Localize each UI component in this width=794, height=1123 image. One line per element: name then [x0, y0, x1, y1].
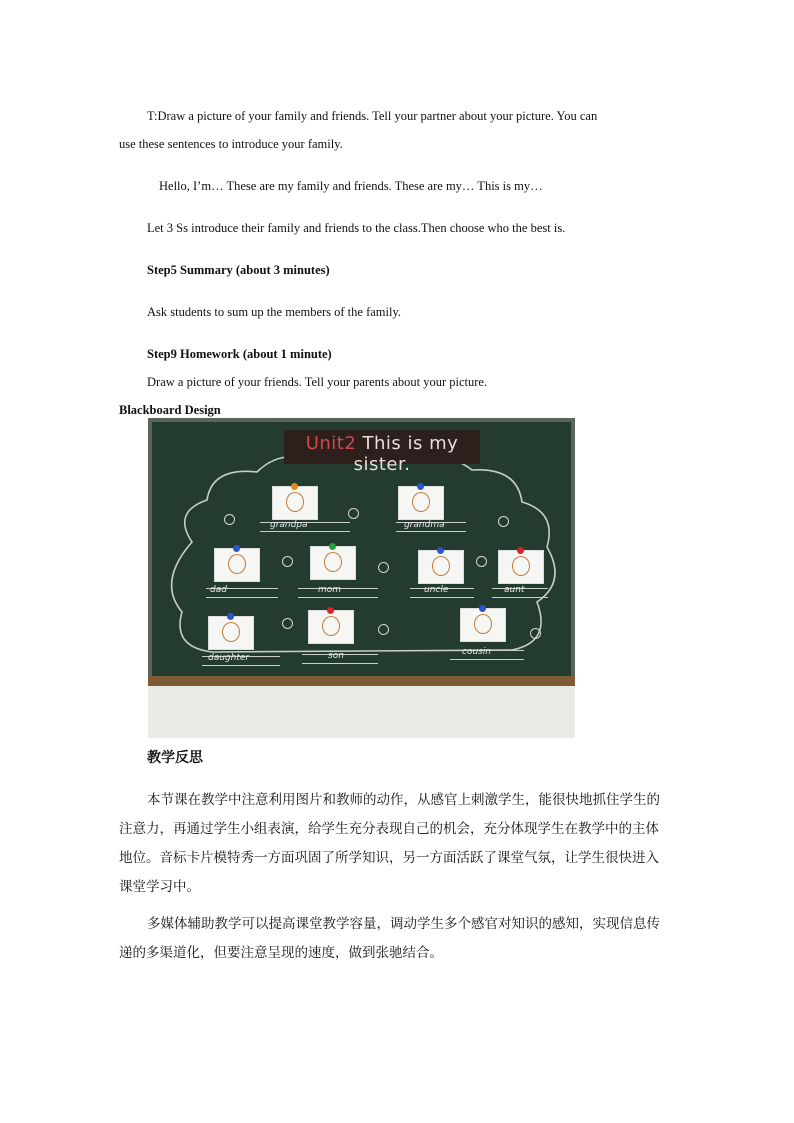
magnet-pin [227, 613, 234, 620]
reflection-title: 教学反思 [147, 750, 203, 766]
blackboard-photo [148, 418, 575, 738]
apple-doodle [498, 516, 509, 527]
apple-doodle [282, 556, 293, 567]
reflection-paragraph-2: 多媒体辅助教学可以提高课堂教学容量，调动学生多个感官对知识的感知，实现信息传递的多渠道化，但要注意呈现的速度，做到张驰结合。 [119, 916, 660, 961]
son-card [308, 610, 354, 644]
grandpa-card [272, 486, 318, 520]
reflection-paragraph-1: 本节课在教学中注意利用图片和教师的动作，从感官上刺激学生，能很快地抓住学生的注意力，再通过学生小组表演，给学生充分表现自己的机会，充分体现学生在教学中的主体地位。音标卡片模特秀一方面巩固了所学知识，另一方面活跃了课堂气氛，让学生很快进入课堂学习中。 [119, 792, 660, 895]
cousin-drawing [474, 614, 492, 634]
magnet-pin [233, 545, 240, 552]
aunt-card [498, 550, 544, 584]
reflection-section [119, 786, 671, 902]
wall-tiles [148, 686, 575, 738]
chalk-tray [148, 676, 575, 686]
grandpa-drawing [286, 492, 304, 512]
reflection-section-2 [119, 910, 671, 968]
apple-doodle [530, 628, 541, 639]
paragraph-sentences: Hello, I’m… These are my family and friends. These are my… This is my… [159, 179, 543, 193]
magnet-pin [291, 483, 298, 490]
grandma-card [398, 486, 444, 520]
step5-heading: Step5 Summary (about 3 minutes) [147, 263, 330, 277]
dad-drawing [228, 554, 246, 574]
label-son: son [328, 651, 344, 661]
daughter-card [208, 616, 254, 650]
label-grandpa: grandpa [270, 520, 308, 530]
mom-card [310, 546, 356, 580]
magnet-pin [329, 543, 336, 550]
magnet-pin [517, 547, 524, 554]
board-title-unit: Unit2 [305, 433, 357, 454]
label-aunt: aunt [504, 585, 525, 595]
apple-doodle [378, 624, 389, 635]
apple-doodle [476, 556, 487, 567]
blackboard-heading: Blackboard Design [119, 403, 221, 417]
apple-doodle [378, 562, 389, 573]
mom-drawing [324, 552, 342, 572]
magnet-pin [479, 605, 486, 612]
magnet-pin [437, 547, 444, 554]
daughter-drawing [222, 622, 240, 642]
label-mom: mom [318, 585, 342, 595]
magnet-pin [417, 483, 424, 490]
board-title-text: This is my sister. [353, 433, 459, 475]
dad-card [214, 548, 260, 582]
board-frame [148, 418, 575, 680]
aunt-drawing [512, 556, 530, 576]
label-cousin: cousin [462, 647, 492, 657]
apple-doodle [224, 514, 235, 525]
step5-text: Ask students to sum up the members of the family. [147, 305, 402, 319]
paragraph-introduce: Let 3 Ss introduce their family and friends to the class.Then choose who the best is. [147, 221, 566, 235]
label-daughter: daughter [208, 653, 250, 663]
grandma-drawing [412, 492, 430, 512]
cousin-card [460, 608, 506, 642]
board-title [284, 430, 480, 475]
uncle-drawing [432, 556, 450, 576]
step9-text: Draw a picture of your friends. Tell your parents about your picture. [147, 375, 488, 389]
apple-doodle [282, 618, 293, 629]
label-dad: dad [210, 585, 227, 595]
magnet-pin [327, 607, 334, 614]
paragraph-draw-line2: use these sentences to introduce your family. [119, 137, 343, 151]
label-grandma: grandma [404, 520, 445, 530]
step9-heading: Step9 Homework (about 1 minute) [147, 347, 332, 361]
son-drawing [322, 616, 340, 636]
label-uncle: uncle [424, 585, 449, 595]
paragraph-draw-line1: T:Draw a picture of your family and friends. Tell your partner about your picture. You can [147, 109, 598, 123]
apple-doodle [348, 508, 359, 519]
chalkboard [152, 422, 571, 676]
uncle-card [418, 550, 464, 584]
